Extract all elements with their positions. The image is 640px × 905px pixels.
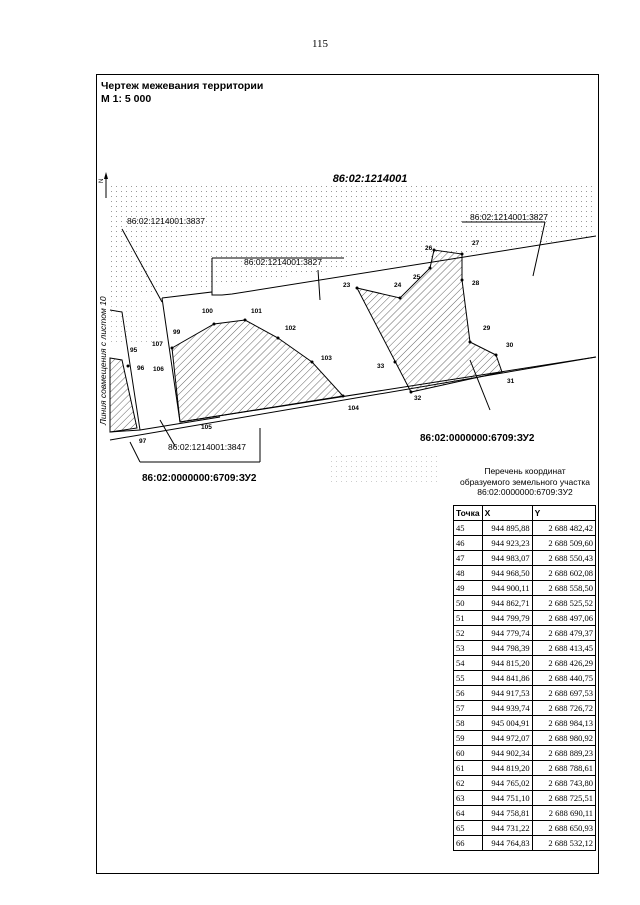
- table-row: [454, 536, 596, 551]
- table-row: [454, 806, 596, 821]
- cell-point: 48: [454, 566, 483, 581]
- table-row: [454, 551, 596, 566]
- cell-y: 2 688 482,42: [532, 521, 595, 536]
- cell-y: 2 688 532,12: [532, 836, 595, 851]
- list-title-line1: Перечень координат: [484, 466, 566, 476]
- cell-y: 2 688 690,11: [532, 806, 595, 821]
- coordinates-table: [453, 505, 596, 851]
- zu-label-right: 86:02:0000000:6709:ЗУ2: [420, 433, 535, 444]
- point-label: 32: [414, 395, 422, 402]
- cell-point: 46: [454, 536, 483, 551]
- cell-y: 2 688 602,08: [532, 566, 595, 581]
- cell-x: 944 902,34: [482, 746, 532, 761]
- cell-point: 47: [454, 551, 483, 566]
- cell-point: 53: [454, 641, 483, 656]
- cell-y: 2 688 980,92: [532, 731, 595, 746]
- table-row: [454, 581, 596, 596]
- cell-point: 58: [454, 716, 483, 731]
- table-row: [454, 686, 596, 701]
- cell-x: 944 939,74: [482, 701, 532, 716]
- list-title-line2: образуемого земельного участка: [459, 476, 591, 487]
- cell-y: 2 688 697,53: [532, 686, 595, 701]
- drawing-title: Чертеж межевания территории: [101, 80, 264, 92]
- table-row: [454, 701, 596, 716]
- cell-point: 52: [454, 626, 483, 641]
- list-title-line3: 86:02:0000000:6709:ЗУ2: [477, 487, 573, 498]
- table-row: [454, 746, 596, 761]
- cell-y: 2 688 413,45: [532, 641, 595, 656]
- cell-x: 944 779,74: [482, 626, 532, 641]
- cell-y: 2 688 509,60: [532, 536, 595, 551]
- drawing-scale: М 1: 5 000: [101, 93, 152, 105]
- table-row: [454, 671, 596, 686]
- point-label: 95: [130, 347, 138, 354]
- cell-x: 944 758,81: [482, 806, 532, 821]
- page-number: 115: [311, 38, 329, 50]
- cell-point: 51: [454, 611, 483, 626]
- cell-x: 944 815,20: [482, 656, 532, 671]
- cell-x: 944 751,10: [482, 791, 532, 806]
- parcel-label-3837: 86:02:1214001:3837: [127, 216, 205, 226]
- point-label: 28: [472, 280, 480, 287]
- parcel-label-3827-mid: 86:02:1214001:3827: [244, 257, 322, 267]
- point-label: 23: [343, 282, 351, 289]
- cell-x: 944 799,79: [482, 611, 532, 626]
- cell-y: 2 688 788,61: [532, 761, 595, 776]
- cell-x: 944 917,53: [482, 686, 532, 701]
- table-row: [454, 641, 596, 656]
- point-label: 33: [377, 363, 385, 370]
- table-row: [454, 521, 596, 536]
- table-row: [454, 611, 596, 626]
- cell-x: 945 004,91: [482, 716, 532, 731]
- cell-y: 2 688 650,93: [532, 821, 595, 836]
- table-row: [454, 761, 596, 776]
- cell-x: 944 841,86: [482, 671, 532, 686]
- table-row: [454, 776, 596, 791]
- cell-point: 66: [454, 836, 483, 851]
- cell-x: 944 972,07: [482, 731, 532, 746]
- point-label: 30: [506, 342, 514, 349]
- cell-point: 45: [454, 521, 483, 536]
- cell-y: 2 688 426,29: [532, 656, 595, 671]
- cell-y: 2 688 743,80: [532, 776, 595, 791]
- cell-y: 2 688 525,52: [532, 596, 595, 611]
- cell-x: 944 895,88: [482, 521, 532, 536]
- cell-point: 64: [454, 806, 483, 821]
- cell-x: 944 819,20: [482, 761, 532, 776]
- point-label: 107: [152, 341, 163, 348]
- table-row: [454, 791, 596, 806]
- cell-y: 2 688 889,23: [532, 746, 595, 761]
- cell-y: 2 688 550,43: [532, 551, 595, 566]
- cell-y: 2 688 725,51: [532, 791, 595, 806]
- cell-point: 57: [454, 701, 483, 716]
- table-row: [454, 596, 596, 611]
- header-y: Y: [532, 506, 595, 521]
- cell-x: 944 900,11: [482, 581, 532, 596]
- coordinates-list-title: [440, 466, 610, 498]
- parcel-label-3847: 86:02:1214001:3847: [168, 442, 246, 452]
- cell-point: 50: [454, 596, 483, 611]
- table-row: [454, 821, 596, 836]
- cell-x: 944 983,07: [482, 551, 532, 566]
- cell-point: 56: [454, 686, 483, 701]
- point-label: 106: [153, 366, 164, 373]
- table-row: [454, 836, 596, 851]
- point-label: 101: [251, 308, 262, 315]
- point-label: 100: [202, 308, 213, 315]
- point-label: 29: [483, 325, 491, 332]
- cell-point: 63: [454, 791, 483, 806]
- point-label: 104: [348, 405, 359, 412]
- header-x: X: [482, 506, 532, 521]
- table-row: [454, 716, 596, 731]
- north-mark: N: [99, 178, 105, 183]
- cell-y: 2 688 558,50: [532, 581, 595, 596]
- cell-x: 944 731,22: [482, 821, 532, 836]
- cell-point: 55: [454, 671, 483, 686]
- cell-x: 944 798,39: [482, 641, 532, 656]
- cell-point: 59: [454, 731, 483, 746]
- point-label: 102: [285, 325, 296, 332]
- cell-point: 65: [454, 821, 483, 836]
- table-row: [454, 731, 596, 746]
- point-label: 97: [139, 438, 147, 445]
- header-point: Точка: [454, 506, 483, 521]
- cell-point: 62: [454, 776, 483, 791]
- cell-x: 944 764,83: [482, 836, 532, 851]
- cell-point: 54: [454, 656, 483, 671]
- point-label: 24: [394, 282, 402, 289]
- cell-point: 61: [454, 761, 483, 776]
- cell-y: 2 688 726,72: [532, 701, 595, 716]
- table-row: [454, 566, 596, 581]
- point-label: 99: [173, 329, 181, 336]
- cell-x: 944 968,50: [482, 566, 532, 581]
- cell-point: 60: [454, 746, 483, 761]
- point-label: 103: [321, 355, 332, 362]
- point-label: 27: [472, 240, 480, 247]
- zu-label-left: 86:02:0000000:6709:ЗУ2: [142, 473, 257, 484]
- parcel-label-3827-top: 86:02:1214001:3827: [470, 212, 548, 222]
- north-arrow-icon: [104, 172, 108, 198]
- table-row: [454, 626, 596, 641]
- cell-y: 2 688 440,75: [532, 671, 595, 686]
- cell-y: 2 688 984,13: [532, 716, 595, 731]
- cell-y: 2 688 497,06: [532, 611, 595, 626]
- point-label: 26: [425, 245, 433, 252]
- cell-point: 49: [454, 581, 483, 596]
- block-label: 86:02:1214001: [332, 173, 408, 185]
- cell-x: 944 923,23: [482, 536, 532, 551]
- cell-x: 944 765,02: [482, 776, 532, 791]
- point-label: 96: [137, 365, 145, 372]
- point-label: 31: [507, 378, 515, 385]
- table-header-row: [454, 506, 596, 521]
- table-row: [454, 656, 596, 671]
- cell-x: 944 862,71: [482, 596, 532, 611]
- point-label: 25: [413, 274, 421, 281]
- cell-y: 2 688 479,37: [532, 626, 595, 641]
- side-match-line-label: Линия совмещения с листом 10: [98, 296, 108, 425]
- coordinates-table-body: [454, 521, 596, 851]
- point-label: 105: [201, 424, 212, 431]
